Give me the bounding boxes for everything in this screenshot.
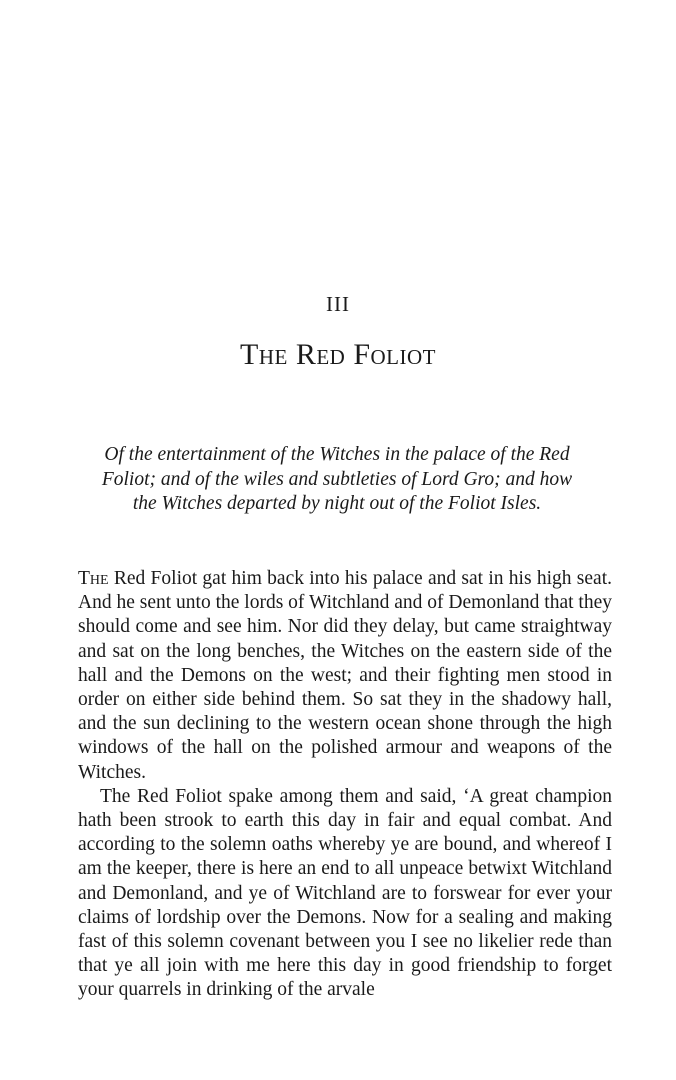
paragraph-1-text: Red Foliot gat him back into his palace and sat in his high seat. And he sent unto the lords of Witchland and of Demonland that they should come and see him. Nor did they delay, but came straightway and sat on the long benches, the Witches on the eastern side of the hall and the Demons on the west; and their fighting men stood in order on either side behind them. So sat they in the shadowy hall, and the sun declining to the western ocean shone through the high windows of the hall on the polished armour and weapons of the Witches. [78,568,612,783]
chapter-body [78,567,612,1003]
paragraph-2 [78,785,612,1003]
chapter-argument: Of the entertainment of the Witches in the palace of the Red Foliot; and of the wiles and subtleties of Lord Gro; and how the Witches departed by night out of the Foliot Isles. [101,444,573,514]
chapter-number: III [326,292,350,316]
paragraph-1 [78,567,612,785]
paragraph-2-text: The Red Foliot spake among them and said, ‘A great champion hath been strook to earth this day in fair and equal combat. And according to the solemn oaths whereby ye are bound, and whereof I am the keeper, there is here an end to all unpeace betwixt Witchland and Demonland, and ye of Witchland are to forswear for ever your claims of lordship over the Demons. Now for a sealing and making fast of this solemn covenant between you I see no likelier rede than that ye all join with me here this day in good friendship to forget your quarrels in drinking of the arvale [78,785,612,1001]
chapter-title: The Red Foliot [240,338,436,371]
paragraph-1-lead: The [78,568,109,589]
